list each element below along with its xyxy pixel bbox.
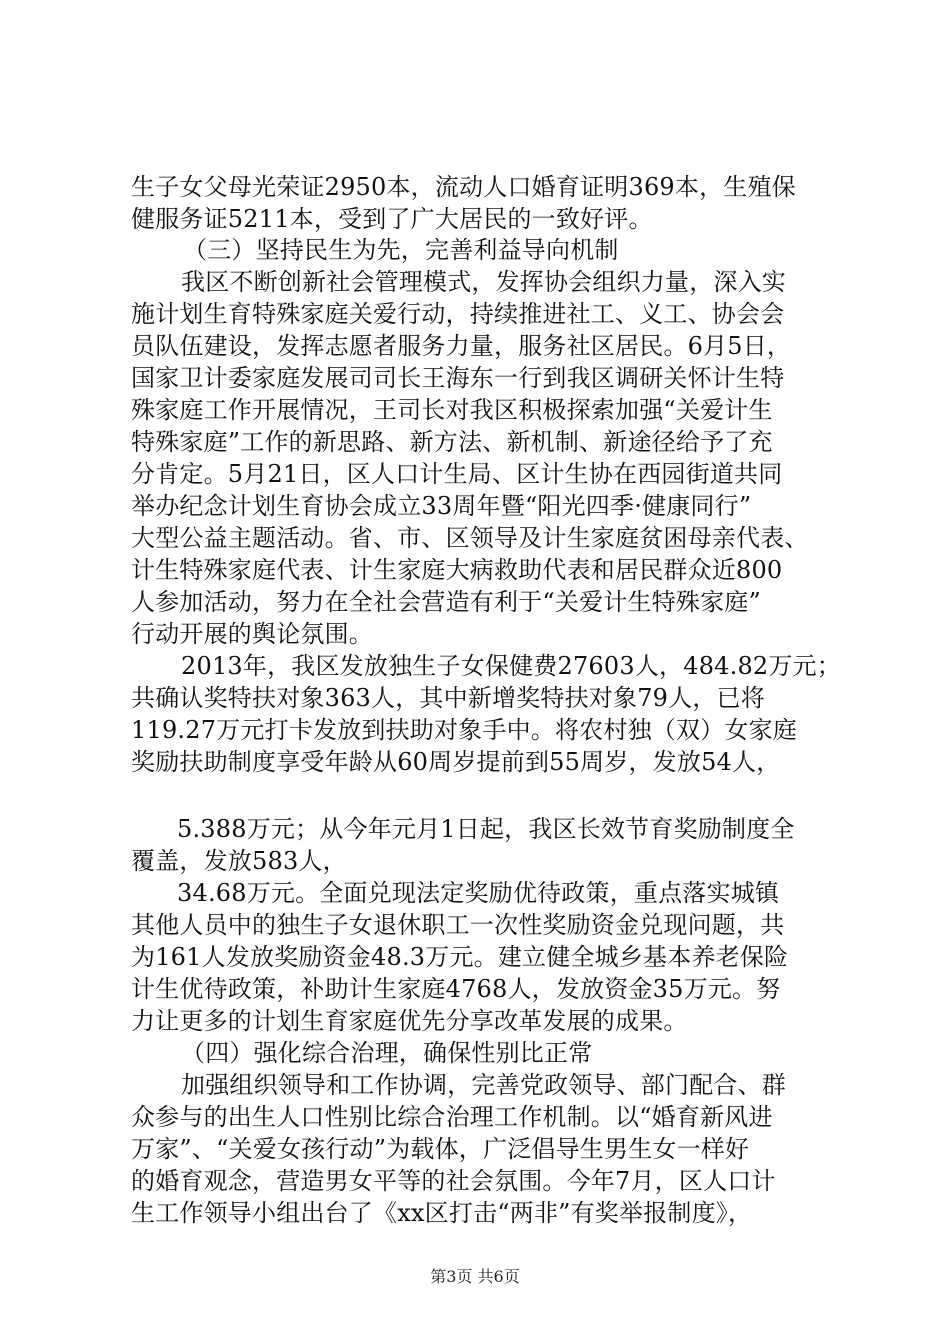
- text-line: 2013年，我区发放独生子女保健费27603人，484.82万元；: [181, 652, 842, 680]
- text-line: 分肯定。5月21日，区人口计生局、区计生协在西园街道共同: [131, 460, 783, 488]
- text-line: 我区不断创新社会管理模式，发挥协会组织力量，深入实: [181, 268, 786, 296]
- text-line: 其他人员中的独生子女退休职工一次性奖励资金兑现问题，共: [131, 911, 785, 939]
- section-heading: （四）强化综合治理，确保性别比正常: [181, 1039, 593, 1067]
- text-line: 生子女父母光荣证2950本，流动人口婚育证明369本，生殖保: [131, 173, 796, 201]
- text-line: 覆盖，发放583人，: [131, 847, 347, 875]
- text-line: 举办纪念计划生育协会成立33周年暨“阳光四季·健康同行”: [131, 492, 752, 520]
- text-line: 员队伍建设，发挥志愿者服务力量，服务社区居民。6月5日，: [131, 332, 792, 360]
- text-line: 殊家庭工作开展情况，王司长对我区积极探索加强“关爱计生: [131, 396, 773, 424]
- text-line: 的婚育观念，营造男女平等的社会氛围。今年7月，区人口计: [131, 1167, 776, 1195]
- text-line: 施计划生育特殊家庭关爱行动，持续推进社工、义工、协会会: [131, 300, 785, 328]
- text-line: 为161人发放奖励资金48.3万元。建立健全城乡基本养老保险: [131, 943, 789, 971]
- text-line: 奖励扶助制度享受年龄从60周岁提前到55周岁，发放54人，: [131, 748, 781, 776]
- text-line: 力让更多的计划生育家庭优先分享改革发展的成果。: [131, 1007, 688, 1035]
- text-line: 计生特殊家庭代表、计生家庭大病救助代表和居民群众近800: [131, 556, 783, 584]
- text-line: 生工作领导小组出台了《xx区打击“两非”有奖举报制度》，: [131, 1199, 753, 1227]
- text-line: 国家卫计委家庭发展司司长王海东一行到我区调研关怀计生特: [131, 364, 785, 392]
- section-heading: （三）坚持民生为先，完善利益导向机制: [183, 236, 619, 264]
- text-line: 行动开展的舆论氛围。: [131, 620, 373, 648]
- text-line: 计生优待政策，补助计生家庭4768人，发放资金35万元。努: [131, 975, 781, 1003]
- text-line: 特殊家庭”工作的新思路、新方法、新机制、新途径给予了充: [131, 428, 773, 456]
- text-line: 34.68万元。全面兑现法定奖励优待政策，重点落实城镇: [177, 879, 780, 907]
- text-line: 5.388万元；从今年元月1日起，我区长效节育奖励制度全: [177, 815, 795, 843]
- text-line: 人参加活动，努力在全社会营造有利于“关爱计生特殊家庭”: [131, 588, 761, 616]
- text-line: 众参与的出生人口性别比综合治理工作机制。以“婚育新风进: [131, 1103, 773, 1131]
- text-line: 万家”、“关爱女孩行动”为载体，广泛倡导生男生女一样好: [131, 1135, 750, 1163]
- text-line: 119.27万元打卡发放到扶助对象手中。将农村独（双）女家庭: [131, 716, 797, 744]
- text-line: 共确认奖特扶对象363人，其中新增奖特扶对象79人，已将: [131, 684, 765, 712]
- text-line: 健服务证5211本，受到了广大居民的一致好评。: [131, 205, 653, 233]
- text-line: 大型公益主题活动。省、市、区领导及计生家庭贫困母亲代表、: [131, 524, 809, 552]
- page-number: 第3页 共6页: [430, 1267, 520, 1286]
- text-line: 加强组织领导和工作协调，完善党政领导、部门配合、群: [181, 1071, 786, 1099]
